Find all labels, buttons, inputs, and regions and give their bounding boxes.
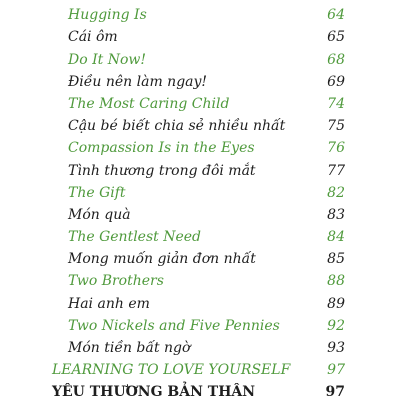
toc-entry-page: 76 xyxy=(327,140,345,157)
toc-entry-title: Compassion Is in the Eyes xyxy=(68,140,255,157)
toc-entry-page: 93 xyxy=(327,340,345,356)
toc-entry-title: Món quà xyxy=(68,206,131,223)
toc-entry xyxy=(0,293,400,315)
toc-entry xyxy=(0,137,400,159)
toc-entry-page: 69 xyxy=(327,73,345,90)
toc-entry xyxy=(0,270,400,292)
toc-entry-page: 89 xyxy=(327,295,345,312)
toc-section-page: 97 xyxy=(325,384,345,401)
toc-entry-page: 88 xyxy=(327,273,345,290)
toc-entry-page: 83 xyxy=(327,206,345,223)
toc-entry-page: 64 xyxy=(327,7,345,24)
toc-entry xyxy=(0,26,400,48)
toc-section-heading xyxy=(0,359,400,381)
toc-entry-page: 84 xyxy=(327,229,345,246)
toc-entry-page: 77 xyxy=(327,162,345,179)
toc-entry xyxy=(0,204,400,226)
toc-entry xyxy=(0,315,400,337)
toc-entry xyxy=(0,71,400,93)
toc-section-title: YÊU THƯƠNG BẢN THÂN xyxy=(52,384,256,401)
toc-entry-title: Hai anh em xyxy=(68,295,150,312)
toc-entry-title: The Gentlest Need xyxy=(68,229,202,246)
toc-entry-page: 68 xyxy=(327,51,345,68)
toc-entry-page: 65 xyxy=(327,29,345,46)
toc-entry-title: Mong muốn giản đơn nhất xyxy=(68,251,256,268)
toc-entry xyxy=(0,182,400,204)
toc-entry-title: Do It Now! xyxy=(68,51,146,68)
toc-section-heading-vi xyxy=(0,381,400,403)
toc-entry-title: Two Brothers xyxy=(68,273,164,290)
toc-entry xyxy=(0,226,400,248)
toc-entry-title: Điều nên làm ngay! xyxy=(68,73,208,90)
toc-section-title: LEARNING TO LOVE YOURSELF xyxy=(52,362,291,379)
toc-entry-title: The Gift xyxy=(68,184,126,201)
toc-entry xyxy=(0,337,400,359)
toc-entry-title: Món tiền bất ngờ xyxy=(68,340,191,356)
toc-entry-page: 82 xyxy=(327,184,345,201)
toc-entry-title: Hugging Is xyxy=(68,7,147,24)
toc-entry-title: Cái ôm xyxy=(68,29,118,46)
toc-entry xyxy=(0,4,400,26)
toc-entry-page: 75 xyxy=(327,118,345,135)
toc-entry xyxy=(0,160,400,182)
toc-entry xyxy=(0,93,400,115)
toc-section-page: 97 xyxy=(327,362,345,379)
toc-entry-title: Two Nickels and Five Pennies xyxy=(68,317,280,334)
toc-entry xyxy=(0,115,400,137)
toc-entry-title: Tình thương trong đôi mắt xyxy=(68,162,256,179)
toc-entry-title: The Most Caring Child xyxy=(68,95,230,112)
toc-entry xyxy=(0,248,400,270)
toc-entry xyxy=(0,49,400,71)
toc-entry-title: Cậu bé biết chia sẻ nhiều nhất xyxy=(68,118,286,135)
toc-entry-page: 85 xyxy=(327,251,345,268)
toc-entry-page: 92 xyxy=(327,317,345,334)
toc-entry-page: 74 xyxy=(327,95,345,112)
